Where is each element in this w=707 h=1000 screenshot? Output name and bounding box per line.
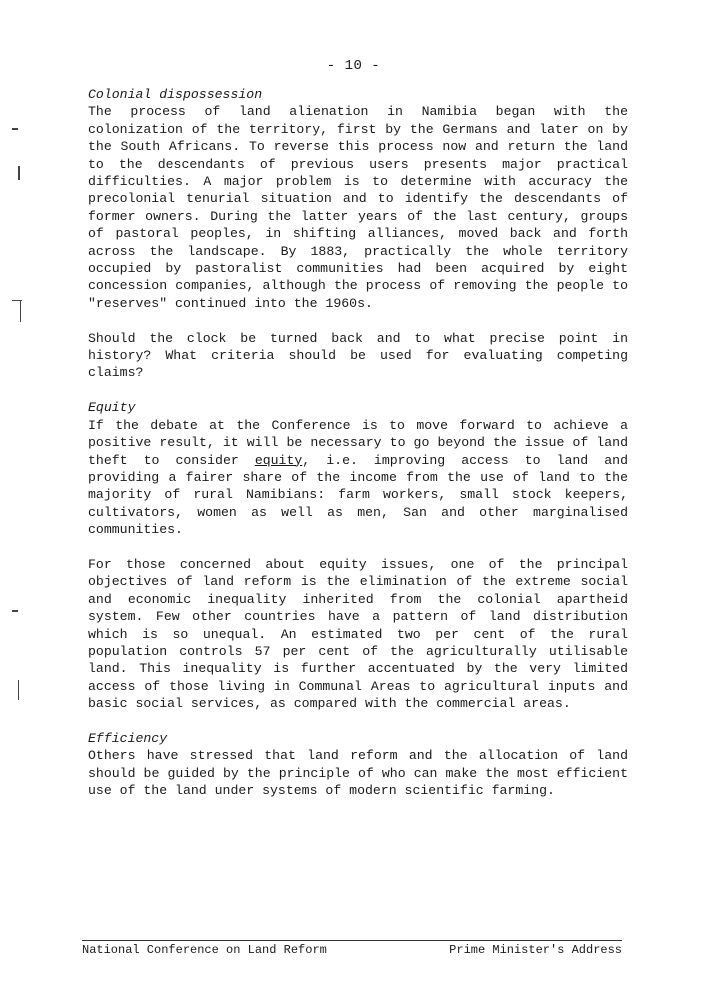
section-efficiency: [88, 730, 628, 800]
document-body: [88, 86, 628, 817]
paragraph-text: If the debate at the Conference is to move forward to achieve a positive result, it will be necessary to go beyond the issue of land theft to consider: [88, 417, 628, 468]
paragraph: Others have stressed that land reform and the allocation of land should be guided by the principle of who can make the most efficient use of the land under systems of modern scientific farming.: [88, 748, 628, 799]
scan-mark: [18, 166, 20, 180]
scan-mark: [12, 610, 18, 612]
page-footer: [82, 943, 622, 957]
page-number: - 10 -: [326, 58, 381, 74]
paragraph-text: , i.e. improving access to land and providing a fairer share of the income from the use of land to the majority of rural Namibians: farm workers, small stock keepers, cultivators, women as well as men, San and other marginalised communities.: [88, 452, 628, 538]
paragraph: The process of land alienation in Namibia began with the colonization of the territory, first by the Germans and later on by the South Africans. To reverse this process now and return the land to the descendants of previous users presents major practical difficulties. A major problem is to determine with accuracy the precolonial tenurial situation and to identify the descendants of former owners. During the latter years of the last century, groups of pastoral peoples, in shifting alliances, moved back and forth across the landscape. By 1883, practically the whole territory occupied by pastoralist communities had been acquired by eight concession companies, although the process of removing the people to "reserves" continued into the 1960s.: [88, 104, 628, 311]
section-equity: [88, 399, 628, 712]
section-heading: Efficiency: [88, 730, 168, 746]
footer-divider: [82, 940, 622, 941]
paragraph: Should the clock be turned back and to what precise point in history? What criteria should be used for evaluating competing claims?: [88, 330, 628, 381]
section-colonial-dispossession: [88, 86, 628, 382]
footer-right-text: Prime Minister's Address: [449, 943, 622, 957]
underlined-term: equity: [254, 452, 303, 468]
section-heading: Colonial dispossession: [88, 87, 263, 102]
section-heading: Equity: [88, 400, 136, 416]
scan-mark: [12, 128, 18, 130]
scan-mark: [20, 300, 21, 322]
scan-mark: [18, 680, 19, 700]
paragraph: For those concerned about equity issues, one of the principal objectives of land reform is the elimination of the extreme social and economic inequality inherited from the colonial apartheid system. Few other countries have a pattern of land distribution which is so unequal. An estimated two per cent of the rural population controls 57 per cent of the agriculturally utilisable land. This inequality is further accentuated by the very limited access of those living in Communal Areas to agricultural inputs and basic social services, as compared with the commercial areas.: [88, 556, 628, 712]
paragraph: [88, 417, 628, 539]
footer-left-text: National Conference on Land Reform: [82, 943, 327, 957]
